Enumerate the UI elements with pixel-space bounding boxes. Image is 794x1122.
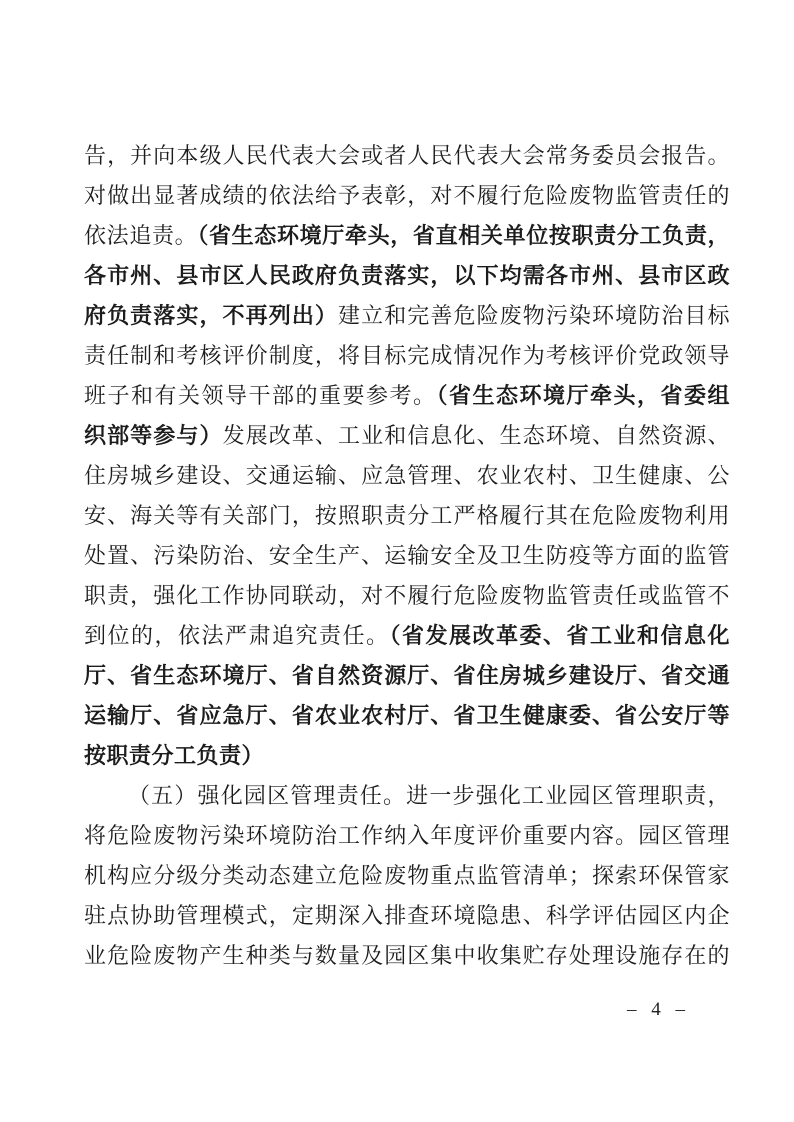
text-segment: 安、海关等有关部门，按照职责分工严格履行其在危险废物利用 bbox=[84, 503, 730, 528]
text-line bbox=[84, 536, 730, 576]
text-segment: 班子和有关领导干部的重要参考。 bbox=[84, 383, 437, 408]
text-line bbox=[84, 736, 730, 776]
text-line bbox=[84, 496, 730, 536]
text-line bbox=[84, 336, 730, 376]
text-segment: 责任制和考核评价制度，将目标完成情况作为考核评价党政领导 bbox=[84, 343, 730, 368]
text-segment: 驻点协助管理模式，定期深入排查环境隐患、科学评估园区内企 bbox=[84, 903, 730, 928]
bold-text-segment: 织部等参与） bbox=[84, 423, 223, 448]
text-segment: 机构应分级分类动态建立危险废物重点监管清单；探索环保管家 bbox=[84, 863, 730, 888]
bold-text-segment: （省发展改革委、省工业和信息化 bbox=[389, 623, 730, 648]
text-line bbox=[84, 776, 730, 816]
text-segment: 业危险废物产生种类与数量及园区集中收集贮存处理设施存在的 bbox=[84, 943, 730, 968]
text-line bbox=[84, 176, 730, 216]
bold-text-segment: 府负责落实，不再列出） bbox=[84, 303, 339, 328]
text-line bbox=[84, 656, 730, 696]
text-segment: 发展改革、工业和信息化、生态环境、自然资源、 bbox=[222, 423, 730, 448]
document-body bbox=[84, 136, 730, 976]
text-line bbox=[84, 816, 730, 856]
text-line bbox=[84, 896, 730, 936]
text-segment: 到位的，依法严肃追究责任。 bbox=[84, 623, 390, 648]
text-line bbox=[84, 616, 730, 656]
text-line bbox=[84, 136, 730, 176]
text-line bbox=[84, 296, 730, 336]
text-segment: 处置、污染防治、安全生产、运输安全及卫生防疫等方面的监管 bbox=[84, 543, 730, 568]
bold-text-segment: 厅、省生态环境厅、省自然资源厅、省住房城乡建设厅、省交通 bbox=[84, 663, 730, 688]
text-segment: 建立和完善危险废物污染环境防治目标 bbox=[338, 303, 730, 328]
text-segment: 将危险废物污染环境防治工作纳入年度评价重要内容。园区管理 bbox=[84, 823, 730, 848]
bold-text-segment: 各市州、县市区人民政府负责落实，以下均需各市州、县市区政 bbox=[84, 263, 730, 288]
text-line bbox=[84, 576, 730, 616]
text-segment: 职责，强化工作协同联动，对不履行危险废物监管责任或监管不 bbox=[84, 583, 730, 608]
bold-text-segment: （省生态环境厅牵头，省直相关单位按职责分工负责， bbox=[197, 223, 730, 248]
bold-text-segment: （省生态环境厅牵头，省委组 bbox=[436, 383, 730, 408]
bold-text-segment: 按职责分工负责） bbox=[84, 743, 265, 768]
text-segment: 对做出显著成绩的依法给予表彰，对不履行危险废物监管责任的 bbox=[84, 183, 730, 208]
text-line bbox=[84, 256, 730, 296]
page-number: – 4 – bbox=[627, 999, 690, 1020]
text-line bbox=[84, 936, 730, 976]
text-line bbox=[84, 216, 730, 256]
text-line bbox=[84, 456, 730, 496]
text-segment: 告，并向本级人民代表大会或者人民代表大会常务委员会报告。 bbox=[84, 143, 730, 168]
text-line bbox=[84, 696, 730, 736]
text-line bbox=[84, 856, 730, 896]
text-line bbox=[84, 416, 730, 456]
text-line bbox=[84, 376, 730, 416]
text-segment: 依法追责。 bbox=[84, 223, 198, 248]
text-segment: （五）强化园区管理责任。进一步强化工业园区管理职责， bbox=[128, 783, 730, 808]
bold-text-segment: 运输厅、省应急厅、省农业农村厅、省卫生健康委、省公安厅等 bbox=[84, 703, 730, 728]
text-segment: 住房城乡建设、交通运输、应急管理、农业农村、卫生健康、公 bbox=[84, 463, 730, 488]
